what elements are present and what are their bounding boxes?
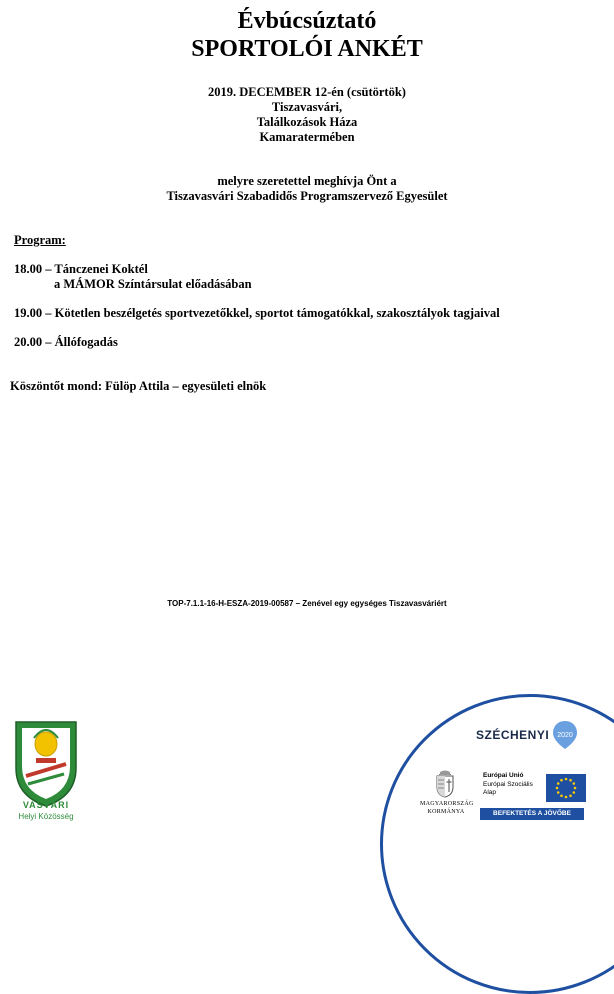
crest-subtitle: Helyi Közösség	[18, 812, 74, 821]
hungary-coat-icon	[435, 770, 455, 798]
eu-line-3: Alap	[483, 789, 497, 796]
hungary-gov-line-1: MAGYARORSZÁG	[420, 801, 474, 807]
invest-future-banner: BEFEKTETÉS A JÖVŐBE	[480, 808, 584, 820]
event-date: 2019. DECEMBER 12-én (csütörtök)	[208, 85, 406, 99]
program-item-detail: a MÁMOR Színtársulat előadásában	[54, 277, 252, 291]
title: Évbúcsúztató	[237, 8, 377, 34]
eu-flag-icon	[546, 774, 586, 802]
program-item: 18.00 – Tánczenei Koktél	[14, 262, 148, 276]
szechenyi-pin-icon	[551, 720, 579, 750]
greeting: Köszöntőt mond: Fülöp Attila – egyesületi elnök	[10, 379, 267, 393]
szechenyi-label: SZÉCHENYI	[476, 728, 550, 742]
invitation	[0, 174, 614, 204]
event-venue: Találkozások Háza	[256, 115, 358, 129]
eu-line-1: Európai Unió	[483, 772, 524, 779]
crest-icon	[12, 718, 80, 808]
hungary-gov-line-2: KORMÁNYA	[427, 809, 465, 815]
event-room: Kamaratermében	[259, 130, 355, 144]
invitation-line-2: Tiszavasvári Szabadidős Programszervező Egyesület	[166, 189, 448, 203]
subtitle: SPORTOLÓI ANKÉT	[191, 36, 423, 62]
event-details	[0, 85, 614, 145]
program-heading: Program:	[14, 233, 66, 247]
eu-line-2: Európai Szociális	[483, 780, 533, 788]
project-code: TOP-7.1.1-16-H-ESZA-2019-00587 – Zenével egy egységes Tiszavasváriért	[167, 599, 447, 608]
event-city: Tiszavasvári,	[271, 100, 343, 114]
eu-fund-text	[483, 772, 533, 798]
szechenyi-year: 2020	[557, 732, 573, 739]
program-item: 20.00 – Állófogadás	[14, 335, 118, 349]
crest-name: VASVÁRI	[22, 800, 70, 810]
program-item: 19.00 – Kötetlen beszélgetés sportvezetőkkel, sportot támogatókkal, szakosztályok tagjaival	[14, 306, 500, 320]
invitation-line-1: melyre szeretettel meghívja Önt a	[217, 174, 397, 188]
